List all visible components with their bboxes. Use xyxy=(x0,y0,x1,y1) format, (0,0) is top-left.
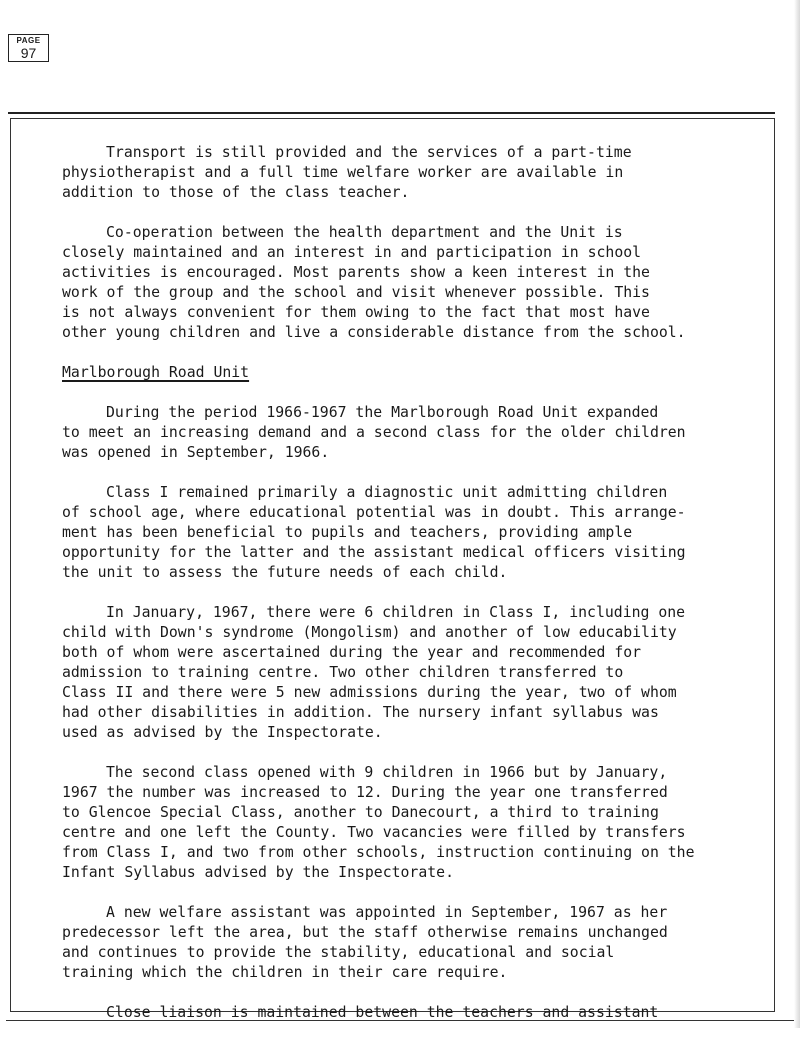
paragraph-transport: Transport is still provided and the services of a part-time physiotherapist and a full time welfare worker are available in addition to those of the class teacher. xyxy=(62,144,632,201)
paragraph-expansion: During the period 1966-1967 the Marlborough Road Unit expanded to meet an increasing demand and a second class for the older children was opened in September, 1966. xyxy=(62,404,686,461)
page-number: 97 xyxy=(20,45,37,61)
document-body xyxy=(62,143,752,1043)
scan-edge xyxy=(794,0,800,1028)
paragraph-liaison: Close liaison is maintained between the teachers and assistant xyxy=(106,1004,659,1021)
paragraph-class-one: Class I remained primarily a diagnostic unit admitting children of school age, where educational potential was in doubt. This arrange- ment has been beneficial to pupils and teachers, providing ample opportunity for the latter and the assistant medical officers visiting the unit to assess the future needs of each child. xyxy=(62,484,686,581)
page-label: PAGE xyxy=(16,36,41,45)
section-heading: Marlborough Road Unit xyxy=(62,364,250,381)
page-number-box xyxy=(8,34,49,62)
paragraph-cooperation: Co-operation between the health department and the Unit is closely maintained and an interest in and participation in school activities is encouraged. Most parents show a keen interest in the work of the group and the school and visit whenever possible. This is not always convenient for them owing to the fact that most have other young children and live a considerable distance from the school. xyxy=(62,224,686,341)
paragraph-welfare-assistant: A new welfare assistant was appointed in September, 1967 as her predecessor left the area, but the staff otherwise remains unchanged and continues to provide the stability, educational and social training which the children in their care require. xyxy=(62,904,668,981)
top-rule xyxy=(8,112,775,114)
paragraph-january: In January, 1967, there were 6 children in Class I, including one child with Down's syndrome (Mongolism) and another of low educability both of whom were ascertained during the year and recommended for admission to training centre. Two other children transferred to Class II and there were 5 new admissions during the year, two of whom had other disabilities in addition. The nursery infant syllabus was used as advised by the Inspectorate. xyxy=(62,604,686,741)
paragraph-second-class: The second class opened with 9 children in 1966 but by January, 1967 the number was increased to 12. During the year one transferred to Glencoe Special Class, another to Danecourt, a third to training centre and one left the County. Two vacancies were filled by transfers from Class I, and two from other schools, instruction continuing on the Infant Syllabus advised by the Inspectorate. xyxy=(62,764,695,881)
